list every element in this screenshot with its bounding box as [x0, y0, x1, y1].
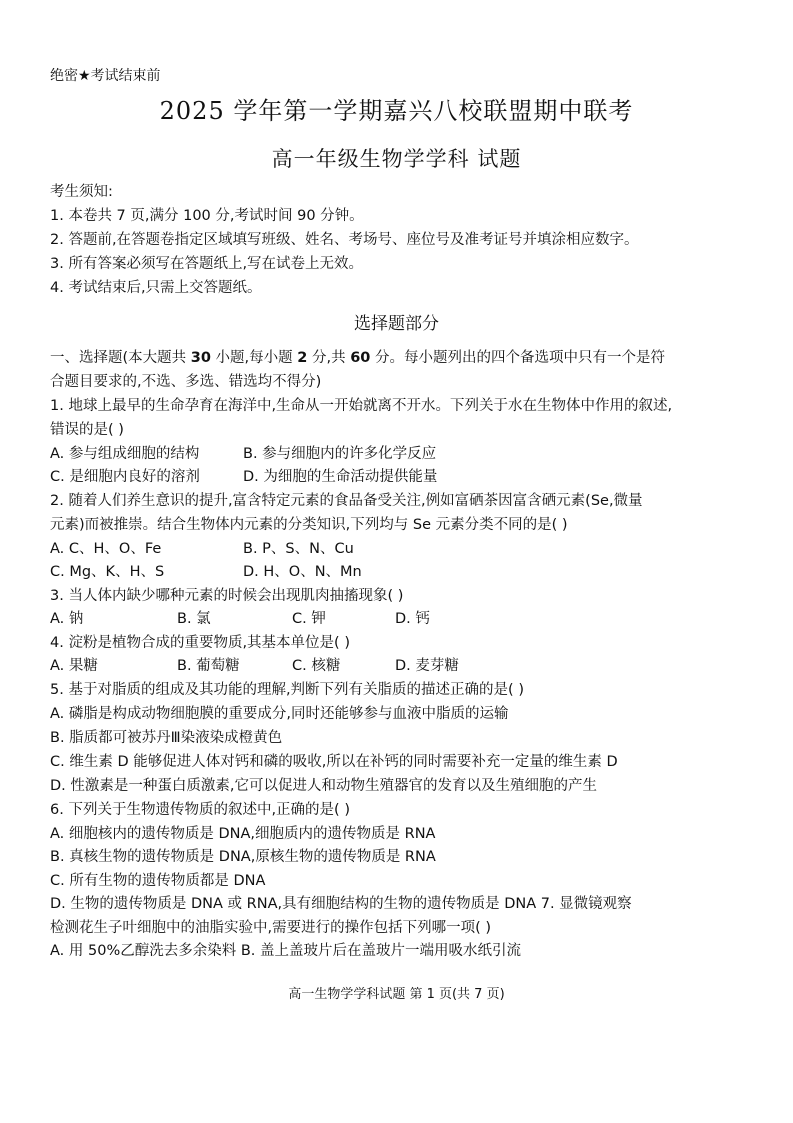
option-d: D. 生物的遗传物质是 DNA 或 RNA,具有细胞结构的生物的遗传物质是 DNA 7. 显微镜观察 [50, 896, 632, 912]
question-1-options [50, 467, 753, 487]
section-title: 选择题部分 [354, 314, 439, 334]
question-1-options [50, 444, 753, 464]
option-d: D. 麦芽糖 [395, 658, 459, 674]
question-6-stem: 6. 下列关于生物遗传物质的叙述中,正确的是( ) [50, 802, 350, 818]
question-2-options [50, 539, 753, 559]
option-d: D. 钙 [395, 611, 430, 627]
section-intro-line: 一、选择题(本大题共 30 小题,每小题 2 分,共 60 分。每小题列出的四个备选项中只有一个是符 [50, 350, 665, 366]
option-b: B. 脂质都可被苏丹Ⅲ染液染成橙黄色 [50, 730, 283, 746]
option-c: C. 维生素 D 能够促进人体对钙和磷的吸收,所以在补钙的同时需要补充一定量的维生素 D [50, 754, 618, 770]
option-a: A. 磷脂是构成动物细胞膜的重要成分,同时还能够参与血液中脂质的运输 [50, 706, 509, 722]
option-b: B. 真核生物的遗传物质是 DNA,原核生物的遗传物质是 RNA [50, 849, 436, 865]
notice-item: 4. 考试结束后,只需上交答题纸。 [50, 280, 262, 296]
notice-item: 2. 答题前,在答题卷指定区域填写班级、姓名、考场号、座位号及准考证号并填涂相应数字。 [50, 232, 639, 248]
confidential-mark: 绝密★考试结束前 [50, 68, 161, 84]
notice-heading: 考生须知: [50, 184, 113, 200]
question-5-stem: 5. 基于对脂质的组成及其功能的理解,判断下列有关脂质的描述正确的是( ) [50, 682, 524, 698]
notice-item: 1. 本卷共 7 页,满分 100 分,考试时间 90 分钟。 [50, 208, 364, 224]
option-a: A. 细胞核内的遗传物质是 DNA,细胞质内的遗传物质是 RNA [50, 826, 436, 842]
option-d: D. H、O、N、Mn [243, 564, 362, 580]
option-a: A. C、H、O、Fe [50, 541, 162, 557]
option-c: C. 是细胞内良好的溶剂 [50, 469, 200, 485]
option-b: B. 氯 [177, 611, 211, 627]
option-a: A. 果糖 [50, 658, 98, 674]
question-7-options: A. 用 50%乙醇洗去多余染料 B. 盖上盖玻片后在盖玻片一端用吸水纸引流 [50, 943, 521, 959]
option-c: C. 钾 [292, 611, 326, 627]
question-1-stem: 错误的是( ) [50, 422, 124, 438]
option-d: D. 为细胞的生命活动提供能量 [243, 469, 438, 485]
option-b: B. 葡萄糖 [177, 658, 240, 674]
option-b: B. 参与细胞内的许多化学反应 [243, 446, 437, 462]
question-4-stem: 4. 淀粉是植物合成的重要物质,其基本单位是( ) [50, 635, 350, 651]
notice-item: 3. 所有答案必须写在答题纸上,写在试卷上无效。 [50, 256, 364, 272]
question-4-options [50, 656, 753, 676]
exam-subtitle: 高一年级生物学学科 试题 [271, 147, 522, 171]
question-7-stem: 检测花生子叶细胞中的油脂实验中,需要进行的操作包括下列哪一项( ) [50, 920, 492, 936]
option-b: B. P、S、N、Cu [243, 541, 354, 557]
option-d: D. 性激素是一种蛋白质激素,它可以促进人和动物生殖器官的发育以及生殖细胞的产生 [50, 778, 597, 794]
question-1-stem: 1. 地球上最早的生命孕育在海洋中,生命从一开始就离不开水。下列关于水在生物体中作用的叙述, [50, 398, 673, 414]
question-3-options [50, 609, 753, 629]
option-a: A. 参与组成细胞的结构 [50, 446, 200, 462]
question-2-stem: 元素)而被推崇。结合生物体内元素的分类知识,下列均与 Se 元素分类不同的是( ) [50, 517, 568, 533]
page-footer: 高一生物学学科试题 第 1 页(共 7 页) [288, 987, 505, 1002]
option-c: C. 核糖 [292, 658, 341, 674]
exam-title: 2025 学年第一学期嘉兴八校联盟期中联考 [159, 97, 634, 125]
question-3-stem: 3. 当人体内缺少哪种元素的时候会出现肌肉抽搐现象( ) [50, 588, 404, 604]
option-c: C. 所有生物的遗传物质都是 DNA [50, 873, 266, 889]
question-2-stem: 2. 随着人们养生意识的提升,富含特定元素的食品备受关注,例如富硒茶因富含硒元素(Se,微量 [50, 493, 643, 509]
section-intro-line: 合题目要求的,不选、多选、错选均不得分) [50, 374, 322, 390]
option-a: A. 钠 [50, 611, 84, 627]
option-c: C. Mg、K、H、S [50, 564, 165, 580]
question-2-options [50, 562, 753, 582]
